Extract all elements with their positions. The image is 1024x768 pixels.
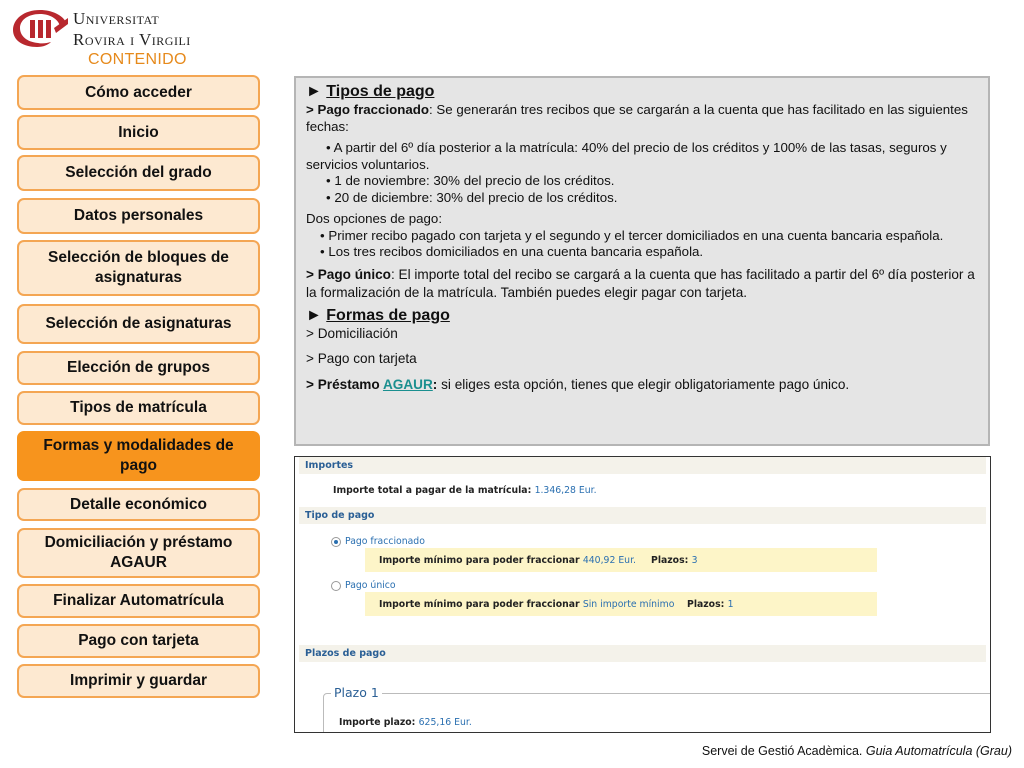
- opcion-1: [306, 228, 978, 245]
- bullet-6-dia: [306, 140, 978, 173]
- radio-fraccionado[interactable]: [331, 537, 341, 547]
- unico-plazos-label: Plazos:: [687, 599, 725, 610]
- nav-detalle-economico[interactable]: Detalle económico: [17, 488, 260, 521]
- label-fraccionado[interactable]: Pago fraccionado: [345, 536, 425, 547]
- plazos-header: Plazos de pago: [299, 645, 986, 662]
- urv-emblem-icon: [10, 6, 70, 50]
- nav-como-acceder[interactable]: Cómo acceder: [17, 75, 260, 110]
- fracc-min-row: [379, 555, 636, 566]
- tipos-pago-heading: ► Tipos de pago: [306, 83, 435, 100]
- plazo-1-row: [339, 717, 472, 728]
- unico-min-label: Importe mínimo para poder fraccionar: [379, 599, 580, 610]
- fracc-min-value: 440,92 Eur.: [582, 555, 637, 566]
- prestamo-text: si eliges esta opción, tienes que elegir obligatoriamente pago único.: [437, 376, 850, 392]
- nav-datos-personales[interactable]: Datos personales: [17, 198, 260, 234]
- urv-logo: [10, 6, 220, 50]
- opcion-2: • Los tres recibos domiciliados en una cuenta bancaria española.: [320, 244, 704, 259]
- unico-plazos-row: [687, 599, 734, 610]
- nav-domiciliacion-agaur[interactable]: Domiciliación y préstamo AGAUR: [17, 528, 260, 578]
- prestamo-label: > Préstamo: [306, 376, 383, 392]
- prestamo-item: [306, 377, 978, 394]
- plazo-1-label: Importe plazo:: [339, 717, 416, 728]
- importe-total-value: 1.346,28 Eur.: [534, 485, 597, 496]
- nav-formas-pago[interactable]: Formas y modalidades de pago: [17, 431, 260, 481]
- importe-total-label: Importe total a pagar de la matrícula:: [333, 485, 532, 496]
- prestamo-colon: :: [432, 376, 438, 392]
- nav-finalizar[interactable]: Finalizar Automatrícula: [17, 584, 260, 618]
- plazo-1-value: 625,16 Eur.: [418, 717, 472, 728]
- nav-tipos-matricula[interactable]: Tipos de matrícula: [17, 391, 260, 425]
- dos-opciones: Dos opciones de pago:: [306, 211, 443, 226]
- footer-guide-title: Guia Automatrícula (Grau): [865, 744, 1012, 758]
- info-panel: [294, 76, 990, 446]
- importe-total-row: [333, 485, 597, 496]
- unico-min-row: [379, 599, 674, 610]
- formas-pago-heading: ► Formas de pago: [306, 306, 450, 324]
- fraccionado-paragraph: [306, 102, 978, 135]
- nav-seleccion-bloques[interactable]: Selección de bloques de asignaturas: [17, 240, 260, 296]
- nav-eleccion-grupos[interactable]: Elección de grupos: [17, 351, 260, 385]
- logo-line-1: Universitat: [73, 9, 160, 28]
- nav-seleccion-grado[interactable]: Selección del grado: [17, 155, 260, 191]
- bullet-noviembre: • 1 de noviembre: 30% del precio de los créditos.: [326, 173, 615, 188]
- radio-unico[interactable]: [331, 581, 341, 591]
- nav-seleccion-asignaturas[interactable]: Selección de asignaturas: [17, 304, 260, 344]
- tipos-pago-title: Tipos de pago: [326, 83, 435, 100]
- nav-pago-tarjeta[interactable]: Pago con tarjeta: [17, 624, 260, 658]
- fracc-plazos-value: 3: [691, 555, 698, 566]
- unico-text: : El importe total del recibo se cargará a la cuenta que has facilitado a partir del 6º día posterior a la formalización de la matrícula. También puedes elegir pagar con tarjeta.: [306, 266, 975, 300]
- fraccionado-label: > Pago fraccionado: [306, 102, 430, 117]
- bullet-diciembre: • 20 de diciembre: 30% del precio de los créditos.: [326, 189, 618, 205]
- importes-header: Importes: [299, 457, 986, 474]
- logo-wordmark: [73, 8, 191, 50]
- pago-tarjeta-item: > Pago con tarjeta: [306, 351, 417, 366]
- footer-text: Servei de Gestió Acadèmica.: [701, 744, 866, 758]
- nav-imprimir-guardar[interactable]: Imprimir y guardar: [17, 664, 260, 698]
- unico-plazos-value: 1: [727, 599, 734, 610]
- plazo-1-legend: Plazo 1: [331, 685, 382, 700]
- payment-screenshot: [294, 456, 991, 733]
- fracc-plazos-row: [651, 555, 698, 566]
- footer-credit: [702, 744, 1012, 758]
- bullet-6-dia-text: • A partir del 6º día posterior a la matrícula: 40% del precio de los créditos y 100% de las tasas, seguros y servicios voluntarios.: [306, 140, 947, 172]
- section-title: CONTENIDO: [88, 51, 187, 68]
- unico-label: > Pago único: [306, 266, 391, 282]
- unico-min-value: Sin importe mínimo: [582, 599, 675, 610]
- label-unico[interactable]: Pago único: [345, 580, 396, 591]
- fracc-plazos-label: Plazos:: [651, 555, 689, 566]
- agaur-link[interactable]: AGAUR: [382, 376, 433, 392]
- fracc-min-label: Importe mínimo para poder fraccionar: [379, 555, 580, 566]
- logo-line-2: Rovira i Virgili: [73, 30, 191, 49]
- domiciliacion-item: > Domiciliación: [306, 325, 398, 341]
- fraccionado-text: : Se generarán tres recibos que se cargarán a la cuenta que has facilitado en las siguientes fechas:: [306, 102, 968, 134]
- unico-paragraph: [306, 266, 978, 302]
- tipo-pago-header: Tipo de pago: [299, 507, 986, 524]
- nav-inicio[interactable]: Inicio: [17, 115, 260, 150]
- formas-pago-title: Formas de pago: [326, 306, 450, 324]
- opcion-1-text: • Primer recibo pagado con tarjeta y el segundo y el tercer domiciliados en una cuenta bancaria española.: [320, 227, 944, 243]
